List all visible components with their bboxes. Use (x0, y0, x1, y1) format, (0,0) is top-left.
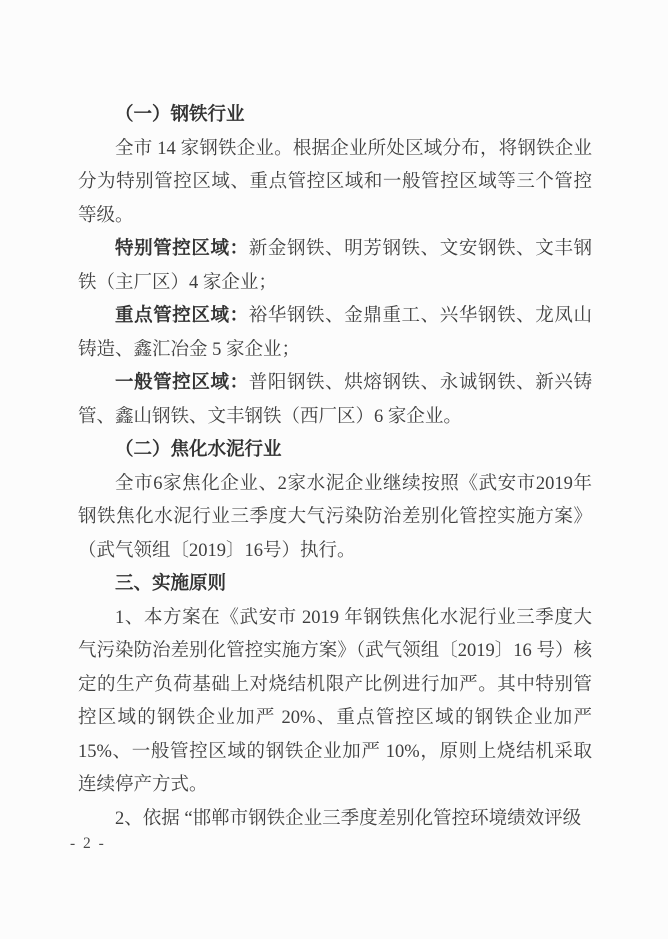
document-content (78, 99, 592, 836)
para-principle-2: 2、依据 “邯郸市钢铁企业三季度差别化管控环境绩效评级 (115, 808, 582, 829)
para-general-control-zone (78, 367, 592, 434)
general-control-zone-companies: 普阳钢铁、烘熔钢铁、永诚钢铁、新兴铸管、鑫山钢铁、文丰钢铁（西厂区）6 家企业。 (78, 373, 592, 427)
general-control-zone-label: 一般管控区域： (115, 373, 249, 393)
key-control-zone-label: 重点管控区域： (115, 306, 249, 326)
key-control-zone-companies: 裕华钢铁、金鼎重工、兴华钢铁、龙凤山铸造、鑫汇冶金 5 家企业； (78, 306, 592, 360)
heading-coking-cement-industry: （二）焦化水泥行业 (115, 440, 282, 460)
para-key-control-zone (78, 300, 592, 367)
heading-steel-industry: （一）钢铁行业 (115, 105, 245, 125)
special-control-zone-label: 特别管控区域： (115, 239, 249, 259)
page-number: - 2 - (70, 835, 106, 852)
special-control-zone-companies: 新金钢铁、明芳钢铁、文安钢铁、文丰钢铁（主厂区）4 家企业； (78, 239, 592, 293)
para-coking-cement: 全市6家焦化企业、2家水泥企业继续按照《武安市2019年钢铁焦化水泥行业三季度大气污染防治差别化管控实施方案》（武气领组〔2019〕16号）执行。 (78, 473, 592, 561)
para-steel-overview: 全市 14 家钢铁企业。根据企业所处区域分布，将钢铁企业分为特别管控区域、重点管控区域和一般管控区域等三个管控等级。 (78, 138, 592, 226)
para-principle-1: 1、本方案在《武安市 2019 年钢铁焦化水泥行业三季度大气污染防治差别化管控实施方案》（武气领组〔2019〕16 号）核定的生产负荷基础上对烧结机限产比例进行加严。其中特别管控区域的钢铁企业加严 20%、重点管控区域的钢铁企业加严 15%、一般管控区域的钢铁企业加严 10%，原则上烧结机采取连续停产方式。 (78, 607, 592, 795)
heading-implementation-principles: 三、实施原则 (115, 574, 227, 594)
para-special-control-zone (78, 233, 592, 300)
